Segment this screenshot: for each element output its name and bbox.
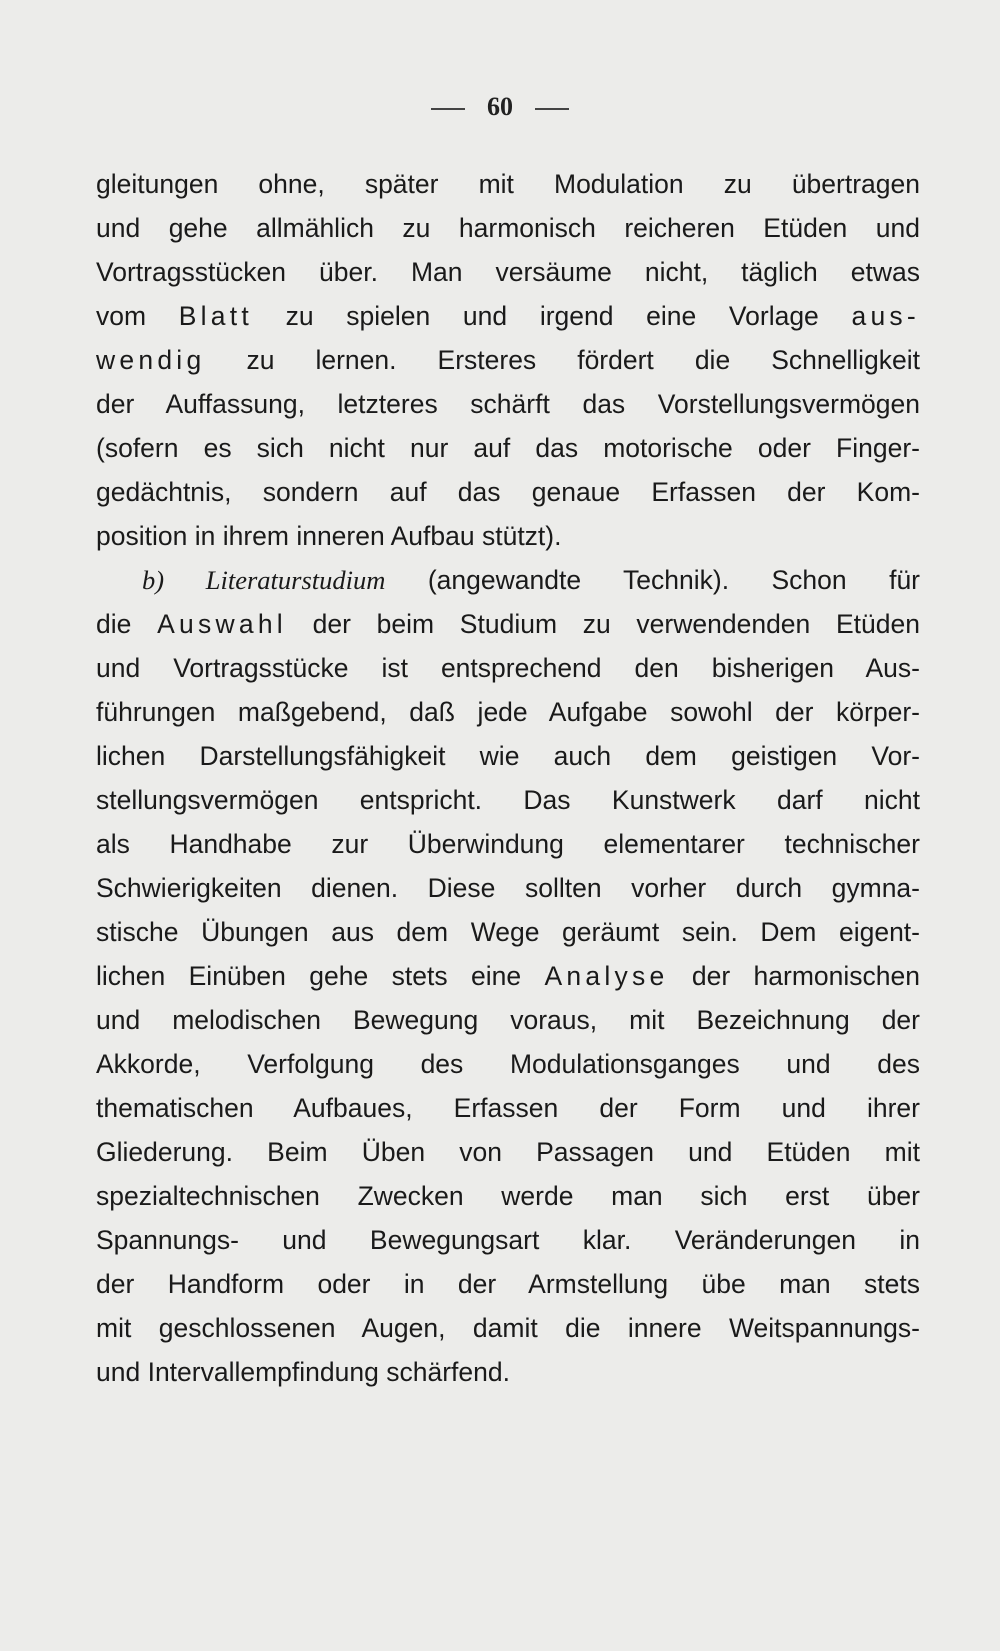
text-line: stische Übungen aus dem Wege geräumt sein. Dem eigent- bbox=[96, 917, 920, 947]
text-line: und Vortragsstücke ist entsprechend den bisherigen Aus- bbox=[96, 653, 920, 683]
text-line: lichen Einüben gehe stets eine Analyse der harmonischen bbox=[96, 961, 920, 991]
text-line: thematischen Aufbaues, Erfassen der Form und ihrer bbox=[96, 1093, 920, 1123]
text-line: Spannungs- und Bewegungsart klar. Veränderungen in bbox=[96, 1225, 920, 1255]
text-line: und gehe allmählich zu harmonisch reicheren Etüden und bbox=[96, 213, 920, 243]
text-line: vom Blatt zu spielen und irgend eine Vorlage aus- bbox=[96, 301, 920, 331]
text-line: lichen Darstellungsfähigkeit wie auch dem geistigen Vor- bbox=[96, 741, 920, 771]
text-line: Schwierigkeiten dienen. Diese sollten vorher durch gymna- bbox=[96, 873, 920, 903]
text-line: der Handform oder in der Armstellung übe man stets bbox=[96, 1269, 920, 1299]
text-line: und melodischen Bewegung voraus, mit Bezeichnung der bbox=[96, 1005, 920, 1035]
text-line: führungen maßgebend, daß jede Aufgabe sowohl der körper- bbox=[96, 697, 920, 727]
page-number: 60 bbox=[487, 92, 513, 121]
spaced-word: Analyse bbox=[544, 961, 669, 991]
header-dash-left bbox=[431, 108, 465, 110]
text-line: position in ihrem inneren Aufbau stützt). bbox=[96, 521, 562, 551]
header-dash-right bbox=[535, 108, 569, 110]
text-line: Vortragsstücken über. Man versäume nicht, täglich etwas bbox=[96, 257, 920, 287]
spaced-word: Auswahl bbox=[157, 609, 287, 639]
text-line: der Auffassung, letzteres schärft das Vorstellungsvermögen bbox=[96, 389, 920, 419]
section-heading: b) Literaturstudium bbox=[142, 565, 386, 595]
text-line: (sofern es sich nicht nur auf das motorische oder Finger- bbox=[96, 433, 920, 463]
text-line: b) Literaturstudium (angewandte Technik). Schon für bbox=[142, 565, 920, 595]
text-line: gleitungen ohne, später mit Modulation zu übertragen bbox=[96, 169, 920, 199]
text-line: und Intervallempfindung schärfend. bbox=[96, 1357, 510, 1387]
body-text bbox=[96, 162, 920, 1394]
text-line: die Auswahl der beim Studium zu verwendenden Etüden bbox=[96, 609, 920, 639]
text-line: als Handhabe zur Überwindung elementarer technischer bbox=[96, 829, 920, 859]
text-line: Gliederung. Beim Üben von Passagen und Etüden mit bbox=[96, 1137, 920, 1167]
spaced-word: Blatt bbox=[178, 301, 253, 331]
page-header bbox=[0, 92, 1000, 122]
text-line: wendig zu lernen. Ersteres fördert die Schnelligkeit bbox=[96, 345, 920, 375]
text-line: stellungsvermögen entspricht. Das Kunstwerk darf nicht bbox=[96, 785, 920, 815]
text-line: spezialtechnischen Zwecken werde man sich erst über bbox=[96, 1181, 920, 1211]
text-line: mit geschlossenen Augen, damit die innere Weitspannungs- bbox=[96, 1313, 920, 1343]
text-line: gedächtnis, sondern auf das genaue Erfassen der Kom- bbox=[96, 477, 920, 507]
spaced-word: wendig bbox=[96, 345, 206, 375]
spaced-word: aus- bbox=[851, 301, 920, 331]
text-line: Akkorde, Verfolgung des Modulationsganges und des bbox=[96, 1049, 920, 1079]
